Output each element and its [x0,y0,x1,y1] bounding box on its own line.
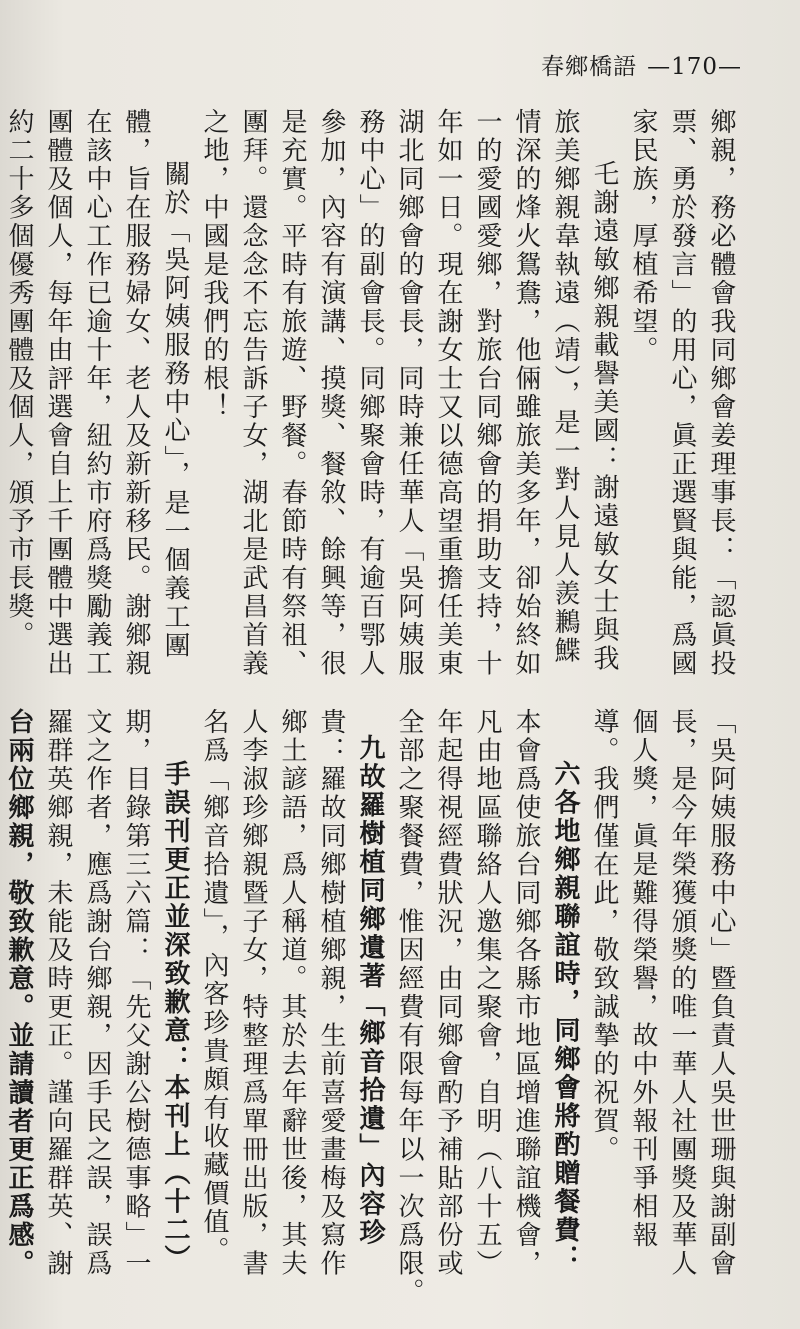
text-column: 是充實。平時有旅遊、野餐。春節時有祭祖、 [277,108,307,678]
text-column: 票、勇於發言」的用心，眞正選賢與能，爲國 [667,108,697,678]
text-column: 在該中心工作已逾十年，紐約市府爲獎勵義工 [82,108,112,678]
text-column: 一的愛國愛鄉，對旅台同鄉會的捐助支持，十 [472,108,502,678]
text-column: 「吳阿姨服務中心」暨負責人吳世珊與謝副會 [706,708,736,1278]
text-column: 名爲「鄉音拾遺」，內客珍貴頗有收藏價值。 [199,708,229,1265]
text-column: 凡由地區聯絡人邀集之聚會，自明（八十五） [472,708,502,1278]
text-column: 關於「吳阿姨服務中心」，是一個義工團 [160,160,190,660]
text-column: 長，是今年榮獲頒獎的唯一華人社團獎及華人 [667,708,697,1278]
text-column: 鄉土諺語，爲人稱道。其於去年辭世後，其夫 [277,708,307,1278]
text-column: 之地，中國是我們的根！ [199,108,229,422]
text-column: 體，旨在服務婦女、老人及新新移民。謝鄉親 [121,108,151,678]
text-column: 湖北同鄉會的會長，同時兼任華人「吳阿姨服 [394,108,424,678]
text-column: 情深的烽火鴛鴦，他倆雖旅美多年，卻始終如 [511,108,541,678]
text-column: 參加，內容有演講、摸獎、餐敘、餘興等，很 [316,108,346,678]
text-column: 導。我們僅在此，敬致誠摯的祝賀。 [589,708,619,1164]
running-header [541,48,742,81]
text-column: 貴：羅故同鄉樹植鄉親，生前喜愛畫梅及寫作 [316,708,346,1278]
section-heading-column: 九故羅樹植同鄉遺著「鄉音拾遺」內容珍 [355,734,385,1247]
section-heading-column: 乇謝遠敏鄉親載譽美國：謝遠敏女士與我 [589,160,619,673]
text-column: 人李淑珍鄉親暨子女，特整理爲單冊出版，書 [238,708,268,1278]
text-column: 羅群英鄉親，未能及時更正。謹向羅群英、謝 [43,708,73,1278]
text-column: 團拜。還念念不忘告訴子女，湖北是武昌首義 [238,108,268,678]
text-column: 約二十多個優秀團體及個人，頒予市長獎。 [4,108,34,650]
text-column: 家民族，厚植希望。 [628,108,658,365]
text-column: 文之作者，應爲謝台鄉親，因手民之誤，誤爲 [82,708,112,1278]
section-heading-column: 六各地鄉親聯誼時，同鄉會將酌贈餐費： [550,760,580,1273]
lower-text-block [0,708,740,1307]
text-column: 團體及個人，每年由評選會自上千團體中選出 [43,108,73,678]
text-column: 期，目錄第三六篇：「先父謝公樹德事略」一 [121,708,151,1278]
text-column: 鄉親，務必體會我同鄉會姜理事長：「認眞投 [706,108,736,678]
text-column: 旅美鄉親韋執遠（靖），是一對人見人羨鶼鰈 [550,108,580,665]
text-column: 年起得視經費狀況，由同鄉會酌予補貼部份或 [433,708,463,1278]
page-number: —170— [647,54,742,80]
text-column: 個人獎，眞是難得榮譽，故中外報刊爭相報 [628,708,658,1250]
text-column: 本會爲使旅台同鄉各縣市地區增進聯誼機會， [511,708,541,1278]
text-column: 台兩位鄉親，敬致歉意。並請讀者更正爲感。 [4,708,34,1278]
section-heading-column: 手誤刊更正並深致歉意：本刊上（十二） [160,760,190,1273]
text-column: 全部之聚餐費，惟因經費有限每年以一次爲限。 [394,708,424,1307]
text-column: 務中心」的副會長。同鄉聚會時，有逾百鄂人 [355,108,385,678]
book-title: 春鄉橋語 [541,54,638,80]
upper-text-block [0,108,740,688]
text-column: 年如一日。現在謝女士又以德高望重擔任美東 [433,108,463,678]
